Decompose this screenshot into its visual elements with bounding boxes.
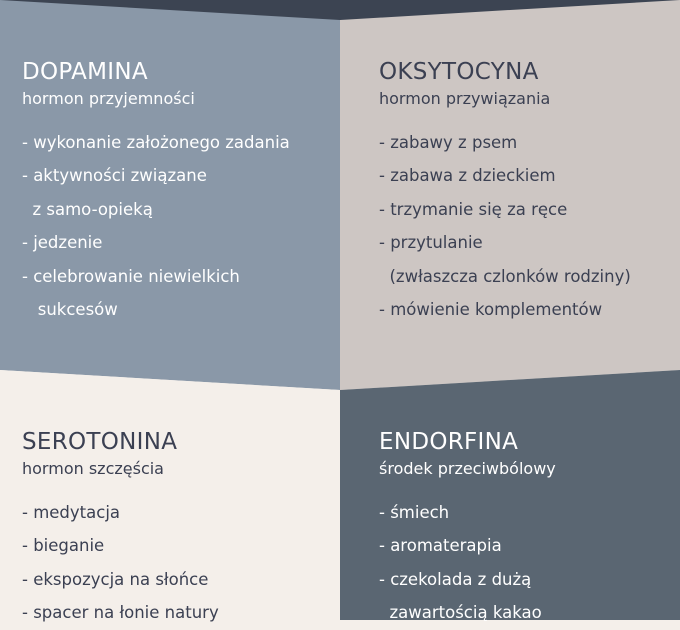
activity-list: [379, 496, 680, 630]
list-item: - przytulanie: [379, 233, 483, 253]
quadrant-subtitle: hormon przywiązania: [379, 89, 551, 108]
list-item: - spacer na łonie natury: [22, 603, 219, 623]
activity-list: [379, 126, 680, 326]
list-item: - zabawa z dzieckiem: [379, 166, 556, 186]
activity-list: [22, 496, 352, 630]
quadrant-subtitle: środek przeciwbólowy: [379, 459, 556, 478]
quadrant-endorfina: [379, 428, 680, 630]
quadrant-title: OKSYTOCYNA: [379, 59, 539, 85]
list-item: (zwłaszcza czlonków rodziny): [379, 266, 631, 286]
list-item: - czekolada z dużą: [379, 569, 532, 589]
list-item: - medytacja: [22, 503, 121, 522]
list-item: - aromaterapia: [379, 536, 502, 556]
quadrant-oksytocyna: [379, 58, 680, 326]
quadrant-subtitle: hormon szczęścia: [22, 459, 164, 478]
list-item: - aktywności związane: [22, 166, 207, 186]
list-item: - celebrowanie niewielkich: [22, 266, 240, 286]
list-item: - trzymanie się za ręce: [379, 199, 568, 219]
list-item: - mówienie komplementów: [379, 300, 603, 320]
quadrant-title: SEROTONINA: [22, 429, 178, 455]
list-item: z samo-opieką: [22, 199, 153, 219]
quadrant-subtitle: hormon przyjemności: [22, 89, 195, 108]
list-item: - śmiech: [379, 503, 450, 522]
quadrant-dopamina: [22, 58, 352, 326]
list-item: - ekspozycja na słońce: [22, 569, 209, 589]
list-item: sukcesów: [22, 300, 118, 320]
list-item: zawartością kakao: [379, 603, 542, 623]
quadrant-title: DOPAMINA: [22, 59, 148, 85]
quadrant-serotonina: [22, 428, 352, 630]
list-item: - zabawy z psem: [379, 133, 518, 152]
list-item: - jedzenie: [22, 233, 103, 253]
activity-list: [22, 126, 352, 326]
list-item: - wykonanie założonego zadania: [22, 133, 290, 152]
quadrant-title: ENDORFINA: [379, 429, 519, 455]
list-item: - bieganie: [22, 536, 105, 556]
